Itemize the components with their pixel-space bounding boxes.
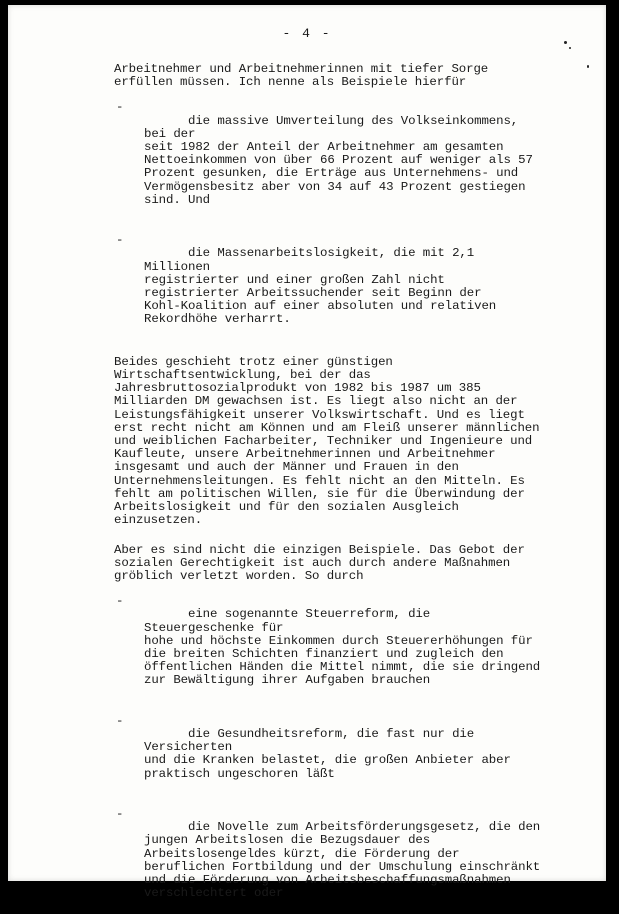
paragraph: Beides geschieht trotz einer günstigen Wirtschaftsentwicklung, bei der das Jahresbruttosozialprodukt von 1982 bis 1987 um 385 Milliarden DM gewachsen ist. Es liegt also nicht an der Leistungsfähigkeit unserer Volkswirtschaft. Und es liegt erst recht nicht am Können und am Fleiß unserer männlichen und weiblichen Facharbeiter, Techniker und Ingenieure und Kaufleute, unsere Arbeitnehmerinnen und Arbeitnehmer insgesamt und auch der Männer und Frauen in den Unternehmensleitungen. Es fehlt nicht an den Mitteln. Es fehlt am politischen Willen, sie für die Überwindung der Arbeitslosigkeit und für den sozialen Ausgleich einzusetzen. bbox=[114, 354, 540, 528]
list-item-text: die Novelle zum Arbeitsförderungsgesetz, die den jungen Arbeitslosen die Bezugsdauer des Arbeitslosengeldes kürzt, die Förderung der beruflichen Fortbildung und der Umschulung einschränkt und die Förderung von Arbeitsbeschaffungsmaßnahmen verschlechtert oder bbox=[144, 820, 541, 901]
list-item bbox=[114, 808, 544, 914]
list-item-text: die Massenarbeitslosigkeit, die mit 2,1 Millionen registrierter und einer großen Zahl nicht registrierter Arbeitssuchender seit Beginn der Kohl-Koalition auf einer absoluten und relativen Rekordhöhe verharrt. bbox=[144, 246, 497, 327]
page-number: - 4 - bbox=[282, 26, 332, 41]
list-item-text: eine sogenannte Steuerreform, die Steuergeschenke für hohe und höchste Einkommen durch Steuererhöhungen für die breiten Schichten finanziert und zugleich den öffentlichen Händen die Mittel nimmt, die sie dringend zur Bewältigung ihrer Aufgaben brauchen bbox=[144, 607, 541, 688]
scan-speck bbox=[569, 47, 571, 49]
document-page bbox=[8, 5, 606, 901]
scan-speck bbox=[564, 41, 567, 44]
dash-bullet: - bbox=[116, 233, 124, 248]
paragraph-intro: Arbeitnehmer und Arbeitnehmerinnen mit tiefer Sorge erfüllen müssen. Ich nenne als Beispiele hierfür bbox=[114, 62, 489, 90]
list-item-text: die Gesundheitsreform, die fast nur die Versicherten und die Kranken belastet, die großen Anbieter aber praktisch ungeschoren läßt bbox=[144, 726, 511, 781]
dash-bullet: - bbox=[116, 594, 124, 609]
list-item bbox=[114, 595, 544, 701]
list-item bbox=[114, 234, 544, 340]
dash-bullet: - bbox=[116, 806, 124, 821]
list-item bbox=[114, 715, 544, 794]
dash-bullet: - bbox=[116, 100, 124, 115]
dash-bullet: - bbox=[116, 713, 124, 728]
document-body bbox=[114, 63, 544, 914]
paragraph: Aber es sind nicht die einzigen Beispiele. Das Gebot der sozialen Gerechtigkeit ist auch durch andere Maßnahmen gröblich verletzt worden. So durch bbox=[114, 542, 525, 583]
list-item-text: die massive Umverteilung des Volkseinkommens, bei der seit 1982 der Anteil der Arbeitnehmer am gesamten Nettoeinkommen von über 66 Prozent auf weniger als 57 Prozent gesunken, die Erträge aus Unternehmens- und Vermögensbesitz aber von 34 auf 43 Prozent gestiegen sind. Und bbox=[144, 113, 533, 207]
list-item bbox=[114, 101, 544, 220]
scan-speck bbox=[587, 65, 589, 68]
